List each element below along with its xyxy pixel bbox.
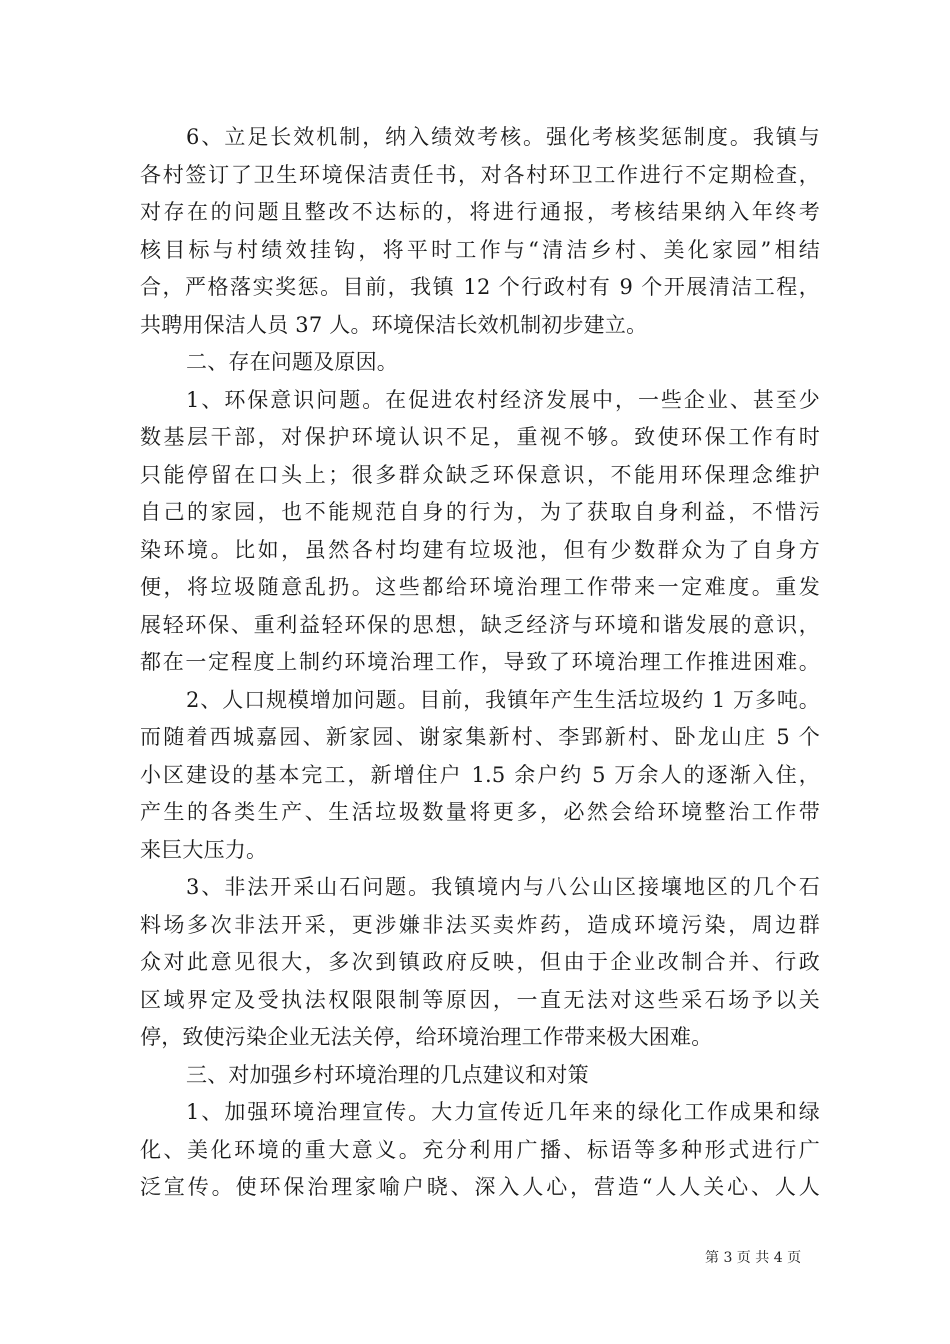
text-line: 展轻环保、重利益轻环保的思想，缺乏经济与环境和谐发展的意识， [140,612,820,637]
text-line: 核目标与村绩效挂钩，将平时工作与“清洁乡村、美化家园”相结 [140,237,820,262]
text-line: 停，致使污染企业无法关停，给环境治理工作带来极大困难。 [140,1025,713,1049]
text-line: 而随着西城嘉园、新家园、谢家集新村、李郢新村、卧龙山庄 5 个 [140,725,820,749]
text-line: 对存在的问题且整改不达标的，将进行通报，考核结果纳入年终考 [140,200,820,224]
page-number: 第 3 页 共 4 页 [705,1250,802,1266]
text-line: 自己的家园，也不能规范自身的行为，为了获取自身利益，不惜污 [140,500,820,524]
section-heading: 二、存在问题及原因。 [186,350,398,374]
text-line: 6、立足长效机制，纳入绩效考核。强化考核奖惩制度。我镇与 [186,125,820,149]
text-line: 料场多次非法开采，更涉嫌非法买卖炸药，造成环境污染，周边群 [140,912,820,937]
text-line: 产生的各类生产、生活垃圾数量将更多，必然会给环境整治工作带 [140,800,820,824]
text-line: 便，将垃圾随意乱扔。这些都给环境治理工作带来一定难度。重发 [140,575,820,599]
document-body [140,119,820,1207]
text-line: 合，严格落实奖惩。目前，我镇 12 个行政村有 9 个开展清洁工程， [140,275,820,299]
text-line: 1、加强环境治理宣传。大力宣传近几年来的绿化工作成果和绿 [186,1100,820,1124]
text-line: 区域界定及受执法权限限制等原因，一直无法对这些采石场予以关 [140,987,820,1012]
text-line: 共聘用保洁人员 37 人。环境保洁长效机制初步建立。 [140,312,648,337]
text-line: 泛宣传。使环保治理家喻户晓、深入人心，营造“人人关心、人人 [140,1175,820,1199]
text-line: 各村签订了卫生环境保洁责任书，对各村环卫工作进行不定期检查， [140,162,820,187]
text-line: 只能停留在口头上；很多群众缺乏环保意识，不能用环保理念维护 [140,462,820,487]
text-line: 数基层干部，对保护环境认识不足，重视不够。致使环保工作有时 [140,425,820,449]
text-line: 3、非法开采山石问题。我镇境内与八公山区接壤地区的几个石 [186,875,820,899]
text-line: 1、环保意识问题。在促进农村经济发展中，一些企业、甚至少 [186,387,820,412]
text-line: 来巨大压力。 [140,837,268,862]
text-line: 都在一定程度上制约环境治理工作，导致了环境治理工作推进困难。 [140,650,820,674]
text-line: 小区建设的基本完工，新增住户 1.5 余户约 5 万余人的逐渐入住， [140,762,820,787]
text-line: 化、美化环境的重大意义。充分利用广播、标语等多种形式进行广 [140,1137,820,1162]
section-heading: 三、对加强乡村环境治理的几点建议和对策 [186,1062,589,1087]
text-line: 染环境。比如，虽然各村均建有垃圾池，但有少数群众为了自身方 [140,537,820,562]
text-line: 2、人口规模增加问题。目前，我镇年产生生活垃圾约 1 万多吨。 [186,687,820,712]
text-line: 众对此意见很大，多次到镇政府反映，但由于企业改制合并、行政 [140,950,820,974]
